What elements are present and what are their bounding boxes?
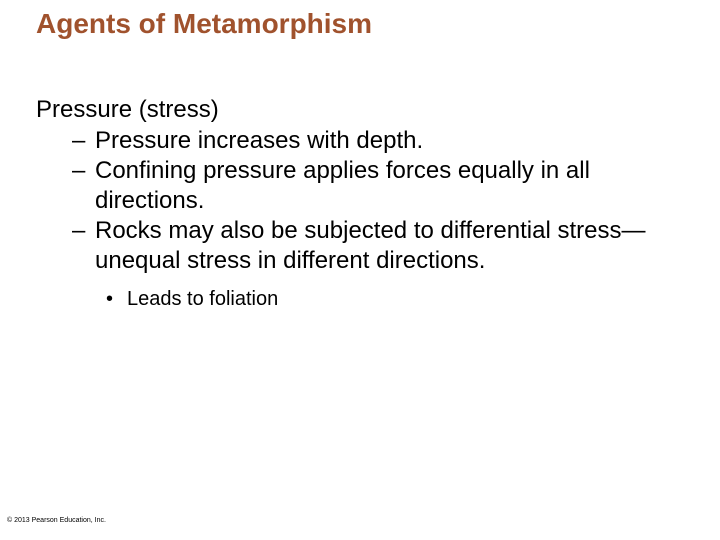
copyright-footer: © 2013 Pearson Education, Inc. (7, 517, 106, 524)
dash-marker: – (72, 127, 86, 154)
slide-content (36, 94, 696, 332)
dash-marker: – (72, 217, 86, 244)
sub-bullet-text: Rocks may also be subjected to differential stress—unequal stress in different directions. (95, 217, 646, 274)
sub-bullet-text: Confining pressure applies forces equally in all directions. (95, 157, 590, 214)
sub-bullet-depth (36, 126, 696, 156)
bullet-pressure-heading: Pressure (stress) (36, 96, 219, 123)
bullet-dot-icon: • (106, 288, 114, 310)
third-level-bullet-text: Leads to foliation (127, 288, 279, 310)
slide-title: Agents of Metamorphism (36, 8, 373, 39)
sub-bullet-text: Pressure increases with depth. (95, 127, 424, 154)
third-level-bullet-foliation (36, 286, 696, 312)
sub-bullet-differential (36, 216, 696, 276)
dash-marker: – (72, 157, 86, 184)
sub-bullet-confining (36, 156, 696, 216)
